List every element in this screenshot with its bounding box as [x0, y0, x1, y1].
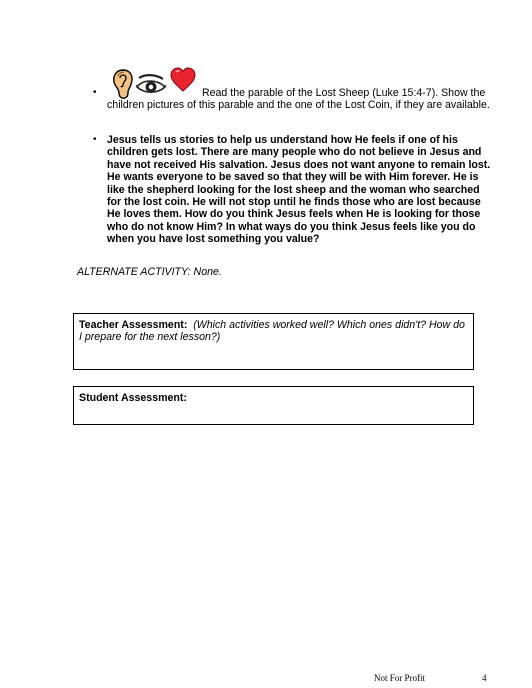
alternate-activity: ALTERNATE ACTIVITY: None. [77, 266, 222, 278]
page-number: 4 [482, 673, 487, 683]
footer-text: Not For Profit [374, 673, 426, 683]
bullet-marker: • [93, 134, 97, 145]
page-footer [374, 672, 524, 684]
bullet-1-line1: Read the parable of the Lost Sheep (Luke 15:4-7). Show the [202, 87, 486, 99]
teacher-assessment-prompt: (Which activities worked well? Which ones didn't? How do I prepare for the next lesson?) [79, 319, 465, 344]
bullet-1-text: children pictures of this parable and the one of the Lost Coin, if they are available. [107, 99, 490, 111]
eye-icon [135, 74, 167, 96]
heart-icon [169, 66, 197, 94]
ear-icon [111, 68, 135, 100]
student-assessment-box [73, 386, 474, 425]
teacher-assessment-box [73, 313, 474, 370]
bullet-marker: • [93, 87, 97, 98]
sense-icons [107, 64, 202, 102]
bullet-2-text: Jesus tells us stories to help us understand how He feels if one of his children gets lost. There are many people who do not believe in Jesus and have not received His salvation. Jesus does not want anyone to remain lost. He wants everyone to be saved so that they will be with Him forever. He is like the shepherd looking for the lost sheep and the woman who searched for the lost coin. He will not stop until he finds those who are lost because He loves them. How do you think Jesus feels when He is looking for those who do not know Him? In what ways do you think Jesus feels like you do when you have lost something you value? [107, 134, 491, 246]
teacher-assessment-label: Teacher Assessment: [79, 319, 188, 331]
student-assessment-label: Student Assessment: [79, 392, 187, 404]
